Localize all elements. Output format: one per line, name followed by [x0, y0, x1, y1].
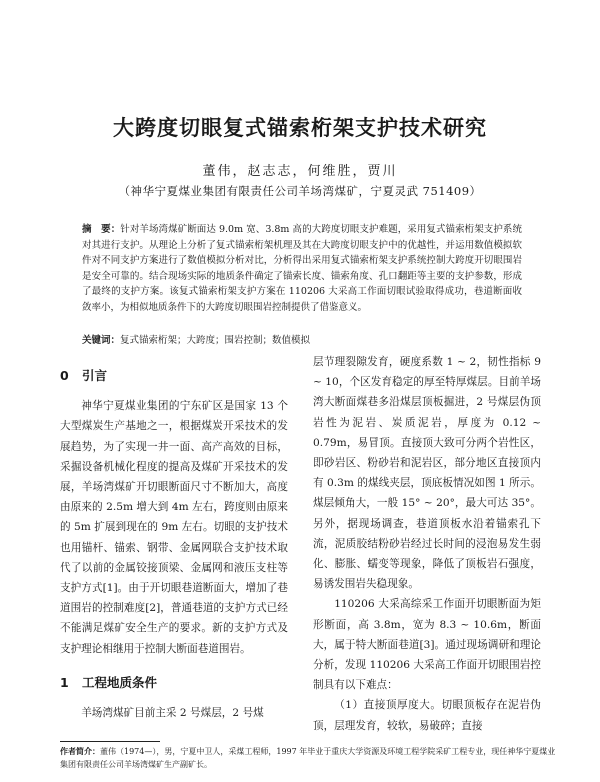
section-number: 0: [60, 368, 69, 383]
footnote-label: 作者简介：: [60, 746, 100, 756]
intro-paragraph: 神华宁夏煤业集团的宁东矿区是国家 13 个大型煤炭生产基地之一，根据煤炭开采技术的发展趋势，为了实现一井一面、高产高效的目标，采掘设备机械化程度的提高及煤矿开采技术的发展，羊场湾煤矿开切眼断面尺寸不断加大，高度由原来的 2.5m 增大到 4m 左右，跨度则由原来的 5m 扩展到现在的 9m 左右。切眼的支护技术也用锚杆、锚索、钢带、金属网联合支护技术取代了以前的金属铰接顶梁、金属网和液压支柱等支护方式[1]。由于开切眼巷道断面大，增加了巷道围岩的控制难度[2]，普通巷道的支护方式已经不能满足煤矿安全生产的要求。新的支护方式及支护理论相继用于控制大断面巷道围岩。: [60, 400, 288, 655]
abstract: [82, 222, 522, 316]
difficulty-item-1: （1）直接顶厚度大。切眼顶板存在泥岩伪顶，层理发育，较软，易破碎；直接: [313, 699, 541, 732]
abstract-label: 摘 要：: [82, 224, 121, 235]
footnote-text: 董伟（1974—），男，宁夏中卫人，采煤工程师，1997 年毕业于重庆大学资源及环境工程学院采矿工程专业，现任神华宁夏煤业集团有限责任公司羊场湾煤矿生产副矿长。: [60, 747, 556, 769]
section-title: 引言: [82, 368, 108, 383]
section-heading-intro: [60, 366, 288, 386]
section-number: 1: [60, 674, 69, 690]
keywords-text: 复式锚索桁架；大跨度；围岩控制；数值模拟: [120, 335, 311, 346]
paper-title: 大跨度切眼复式锚索桁架支护技术研究: [113, 116, 487, 140]
author-list: 董伟，赵志志，何维胜，贾川: [202, 164, 398, 179]
keywords: [82, 333, 522, 348]
abstract-text: 针对羊场湾煤矿断面达 9.0m 宽、3.8m 高的大跨度切眼支护难题，采用复式锚索桁架支护系统对其进行支护。从理论上分析了复式锚索桁架机理及其在大跨度切眼支护中的优越性，并运用数值模拟软件对不同支护方案进行了数值模拟分析对比，分析得出采用复式锚索桁架支护系统控制大跨度开切眼围岩是安全可靠的。结合现场实际的地质条件确定了锚索长度、锚索角度、孔口翻距等主要的支护参数，形成了最终的支护方案。该复式锚索桁架支护方案在 110206 大采高工作面切眼试验取得成功，巷道断面收敛率小，为相似地质条件下的大跨度切眼围岩控制提供了借鉴意义。: [82, 224, 522, 313]
geology-paragraph-cont: 层节理裂隙发育，硬度系数 1 ~ 2，韧性指标 9 ~ 10，个区发育稳定的厚至特厚煤层。目前羊场湾大断面煤巷多沿煤层顶板掘进，2 号煤层伪顶岩性为泥岩、炭质泥岩，厚度为 0.12 ~ 0.79m，易冒顶。直接顶大致可分两个岩性区，即砂岩区、粉砂岩和泥岩区，部分地区直接顶内有 0.3m 的煤线夹层，顶底板情况如图 1 所示。煤层倾角大，一般 15° ~ 20°，最大可达 35°。另外，据现场调查，巷道顶板水沿着锚索孔下流，泥质胶结粉砂岩经过长时间的浸泡易发生弱化、膨胀、蠕变等现象，降低了顶板岩石强度，易诱发围岩失稳现象。: [313, 356, 541, 591]
keywords-label: 关键词：: [82, 335, 121, 346]
footnote-divider: [60, 741, 160, 742]
section-heading-geology: [60, 673, 288, 693]
geology-paragraph-start: 羊场湾煤矿目前主采 2 号煤层，2 号煤: [81, 707, 264, 720]
cut-section-paragraph: 110206 大采高综采工作面开切眼断面为矩形断面，高 3.8m，宽为 8.3 ~ 10.6m，断面大，属于特大断面巷道[3]。通过现场调研和理论分析，发现 110206 大采高工作面开切眼围岩控制具有以下难点：: [313, 598, 541, 692]
right-column: [313, 352, 541, 736]
author-footnote: [60, 745, 560, 771]
section-title: 工程地质条件: [82, 674, 158, 690]
affiliation: （神华宁夏煤业集团有限责任公司羊场湾煤矿，宁夏灵武 751409）: [118, 184, 482, 198]
left-column: [60, 352, 288, 723]
